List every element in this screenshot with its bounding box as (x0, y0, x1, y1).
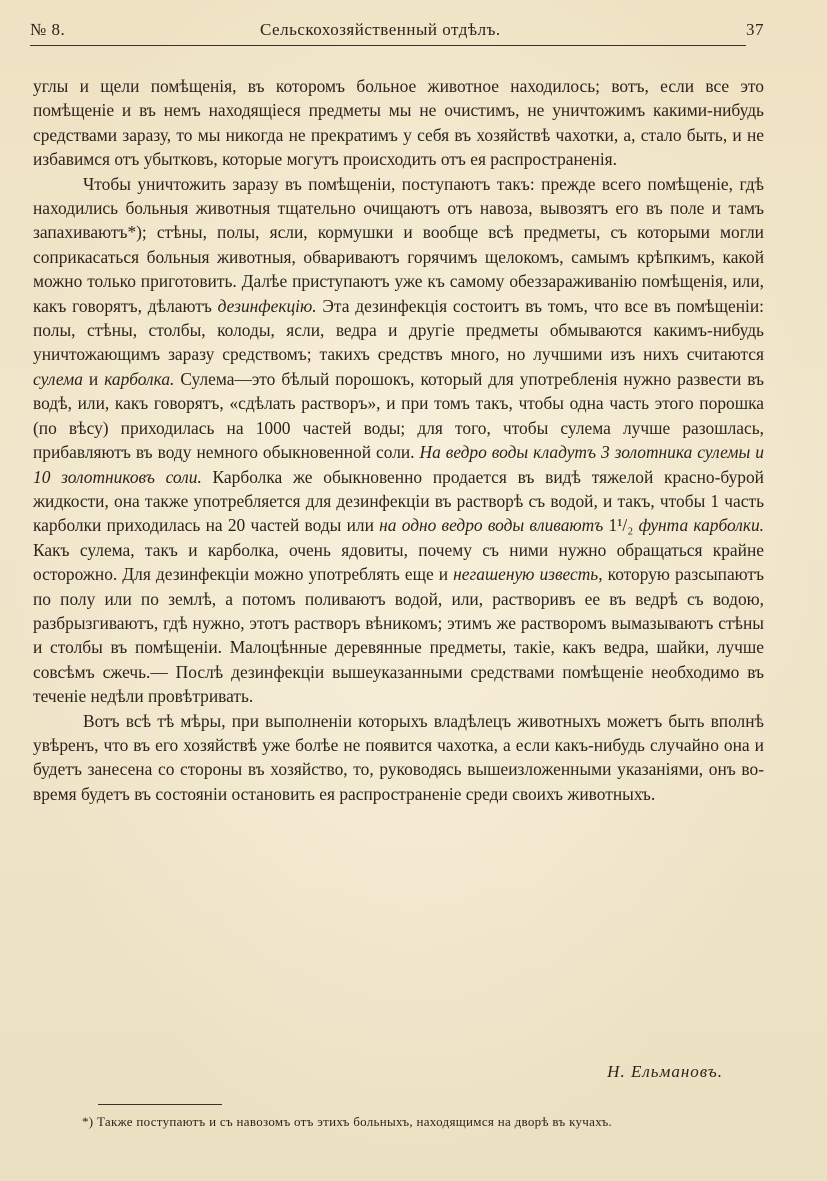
issue-number: № 8. (30, 20, 66, 39)
paragraph (33, 172, 764, 709)
page-number: 37 (746, 20, 764, 39)
emphasis-text: На ведро воды кладутъ 3 золотника сулемы и 10 золотниковъ соли. (33, 442, 764, 487)
emphasis-text: фунта карболки. (638, 515, 765, 536)
emphasis-text: на одно ведро воды вливаютъ (379, 515, 604, 536)
author-signature: Н. Ельмановъ. (607, 1062, 723, 1081)
paragraph-text: Сулема—это бѣлый порошокъ, который для употребленія нужно развести въ водѣ, или, какъ говорятъ, «сдѣлать растворъ», и при томъ такъ, чтобы одна часть этого порошка (по вѣсу) приходилась на 1000 частей воды; для того, чтобы сулема лучше разошлась, прибавляютъ въ воду немного обыкновенной соли. (33, 368, 764, 463)
paragraph-text: 1¹/₂ (603, 515, 639, 536)
section-title: Сельскохозяйственный отдѣлъ. (260, 20, 501, 39)
paragraph (33, 709, 764, 807)
paragraph-text: Вотъ всѣ тѣ мѣры, при выполненіи которыхъ владѣлецъ животныхъ можетъ быть вполнѣ увѣренъ, что въ его хозяйствѣ уже болѣе не появится чахотка, а если какъ-нибудь случайно она и будетъ занесена со стороны въ хозяйство, то, руководясь вышеизложенными указаніями, онъ во-время будетъ въ состояніи остановить ея распространеніе среди своихъ животныхъ. (33, 710, 764, 804)
article-body (33, 74, 764, 806)
paragraph (33, 74, 764, 172)
paragraph-text: Эта дезинфекція состоитъ въ томъ, что все въ помѣщеніи: полы, стѣны, столбы, колоды, ясли, ведра и другіе предметы обмываются какимъ-нибудь уничтожающимъ заразу средствомъ; такихъ средствъ много, но лучшими изъ нихъ считаются (33, 295, 764, 365)
paragraph-text: Карболка же обыкновенно продается въ видѣ тяжелой красно-бурой жидкости, она также употребляется для дезинфекціи въ растворѣ съ водой, и такъ, чтобы 1 часть карболки приходилась на 20 частей воды или (33, 466, 764, 536)
page-header (30, 18, 764, 48)
paragraph-text: углы и щели помѣщенія, въ которомъ больное животное находилось; вотъ, если все это помѣщеніе и въ немъ находящіеся предметы мы не очистимъ, не уничтожимъ какими-нибудь средствами заразу, то мы никогда не прекратимъ у себя въ хозяйствѣ чахотки, а, стало быть, и не избавимся отъ убытковъ, которые могутъ происходить отъ ея распространенія. (33, 76, 764, 170)
paragraph-text: которую разсыпаютъ по полу или по землѣ, а потомъ поливаютъ водой, или, растворивъ ее въ ведрѣ съ водою, разбрызгиваютъ, гдѣ нужно, этотъ растворъ вѣникомъ; этимъ же растворомъ вымазываютъ стѣны и столбы въ помѣщеніи. Малоцѣнные деревянные предметы, такіе, какъ ведра, шайки, лучше совсѣмъ сжечь.— Послѣ дезинфекціи вышеуказанными средствами помѣщеніе необходимо въ теченіе недѣли провѣтривать. (33, 564, 765, 707)
paragraph-text: и (82, 368, 105, 389)
emphasis-text: сулема (33, 368, 83, 389)
paragraph-text: Какъ сулема, такъ и карболка, очень ядовиты, почему съ ними нужно обращаться крайне осторожно. Для дезинфекціи можно употреблять еще и (33, 539, 764, 585)
emphasis-text: карболка. (104, 368, 175, 389)
paragraph-text: Чтобы уничтожить заразу въ помѣщеніи, поступаютъ такъ: прежде всего помѣщеніе, гдѣ находились больныя животныя тщательно очищаютъ отъ навоза, вывозятъ его въ поле и тамъ запахиваютъ*); стѣны, полы, ясли, кормушки и вообще всѣ предметы, съ которыми могли соприкасаться больныя животныя, обвариваютъ горячимъ щелокомъ, самымъ крѣпкимъ, какой можно только приготовить. Далѣе приступаютъ уже къ самому обеззараживанію помѣщенія, или, какъ говорятъ, дѣлаютъ (33, 173, 764, 316)
footnote: *) Также поступаютъ и съ навозомъ отъ этихъ больныхъ, находящимся на дворѣ въ кучахъ. (82, 1114, 613, 1129)
emphasis-text: негашеную известь, (453, 564, 603, 585)
footnote-rule (98, 1104, 222, 1105)
emphasis-text: дезинфекцію. (217, 295, 317, 316)
header-rule (74, 45, 746, 46)
